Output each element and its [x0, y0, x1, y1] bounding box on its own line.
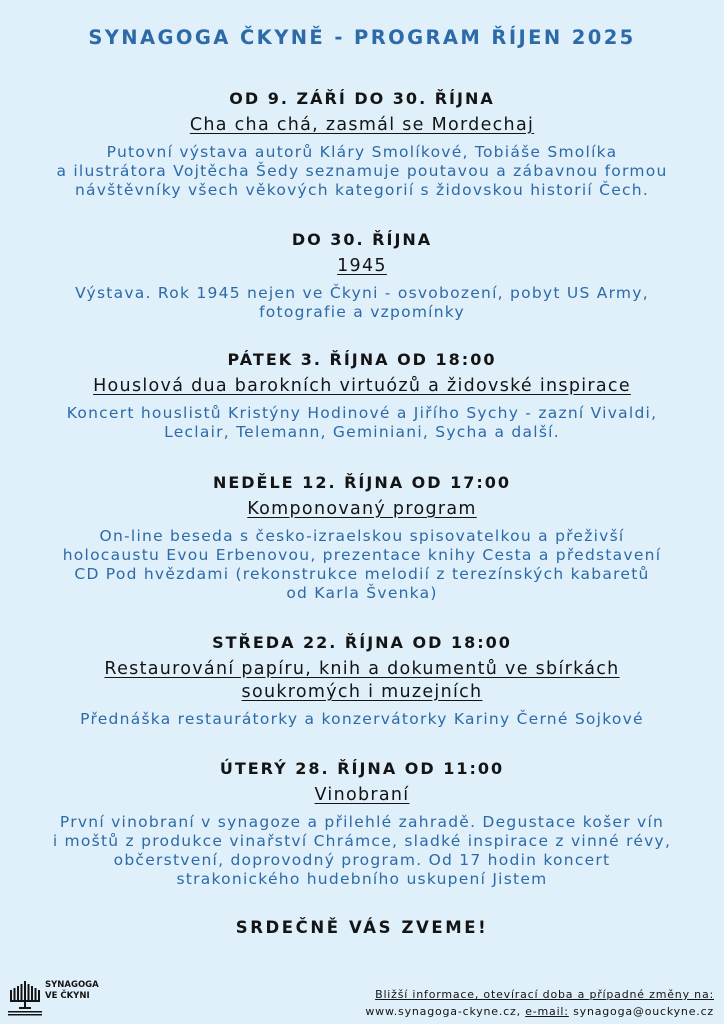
description-line: od Karla Švenka)	[286, 584, 438, 602]
footer-info	[365, 986, 714, 1020]
closing-invitation: SRDEČNĚ VÁS ZVEME!	[235, 918, 489, 937]
footer-info-line: Bližší informace, otevírací doba a případné změny na:	[375, 988, 714, 1001]
description-line: strakonického hudebního uskupení Jistem	[176, 870, 548, 888]
event-4	[0, 472, 724, 603]
event-name: Houslová dua barokních virtuózů a židovské inspirace	[93, 376, 631, 396]
description-line: On-line beseda s česko-izraelskou spisovatelkou a přeživší	[99, 527, 625, 545]
description-line: Putovní výstava autorů Kláry Smolíkové, Tobiáše Smolíka	[106, 143, 618, 161]
event-description	[0, 284, 724, 322]
event-date: PÁTEK 3. ŘÍJNA OD 18:00	[227, 350, 497, 369]
description-line: fotografie a vzpomínky	[259, 303, 465, 321]
description-line: Koncert houslistů Kristýny Hodinové a Jiřího Sychy - zazní Vivaldi,	[66, 404, 658, 422]
event-description	[0, 813, 724, 889]
description-line: holocaustu Evou Erbenovou, prezentace knihy Cesta a představení	[62, 546, 662, 564]
page-title: SYNAGOGA ČKYNĚ - PROGRAM ŘÍJEN 2025	[88, 26, 636, 49]
event-description	[0, 710, 724, 729]
description-line: návštěvníky všech věkových kategorií s židovskou historií Čech.	[74, 181, 650, 199]
logo-line: VE ČKYNI	[45, 991, 90, 1001]
event-name: Cha cha chá, zasmál se Mordechaj	[189, 115, 535, 135]
email-link[interactable]: synagoga@ouckyne.cz	[573, 1005, 714, 1018]
event-name	[0, 658, 724, 704]
event-description	[0, 404, 724, 442]
synagogue-logo	[8, 978, 108, 1018]
event-date: OD 9. ZÁŘÍ DO 30. ŘÍJNA	[229, 89, 495, 108]
event-5	[0, 632, 724, 729]
description-line: První vinobraní v synagoze a přilehlé zahradě. Degustace košer vín	[59, 813, 665, 831]
event-name-line: Restaurování papíru, knih a dokumentů ve sbírkách	[104, 659, 620, 679]
event-date: ÚTERÝ 28. ŘÍJNA OD 11:00	[219, 759, 505, 778]
event-date: STŘEDA 22. ŘÍJNA OD 18:00	[212, 633, 512, 652]
event-description	[0, 527, 724, 603]
logo-text	[45, 980, 99, 1002]
event-name: Vinobraní	[314, 785, 410, 805]
logo-line: SYNAGOGA	[45, 980, 99, 990]
website-link[interactable]: www.synagoga-ckyne.cz,	[365, 1005, 521, 1018]
event-name-line: soukromých i muzejních	[241, 682, 483, 702]
description-line: Výstava. Rok 1945 nejen ve Čkyni - osvobození, pobyt US Army,	[75, 284, 649, 302]
description-line: a ilustrátora Vojtěcha Šedy seznamuje poutavou a zábavnou formou	[56, 162, 668, 180]
description-line: CD Pod hvězdami (rekonstrukce melodií z terezínských kabaretů	[74, 565, 650, 583]
event-6	[0, 758, 724, 889]
event-1	[0, 88, 724, 200]
event-name: 1945	[337, 256, 387, 276]
event-description	[0, 143, 724, 200]
event-name: Komponovaný program	[247, 499, 477, 519]
event-3	[0, 349, 724, 442]
email-label: e-mail:	[525, 1005, 569, 1018]
description-line: i moštů z produkce vinařství Chrámce, sladké inspirace z vinné révy,	[52, 832, 672, 850]
event-2	[0, 229, 724, 322]
event-date: DO 30. ŘÍJNA	[291, 230, 433, 249]
event-date: NEDĚLE 12. ŘÍJNA OD 17:00	[212, 473, 512, 492]
menorah-icon	[8, 978, 42, 1016]
description-line: Leclair, Telemann, Geminiani, Sycha a další.	[164, 423, 560, 441]
description-line: občerstvení, doprovodný program. Od 17 hodin koncert	[113, 851, 611, 869]
description-line: Přednáška restaurátorky a konzervátorky Kariny Černé Sojkové	[80, 710, 644, 728]
footer-contacts	[365, 1003, 714, 1020]
